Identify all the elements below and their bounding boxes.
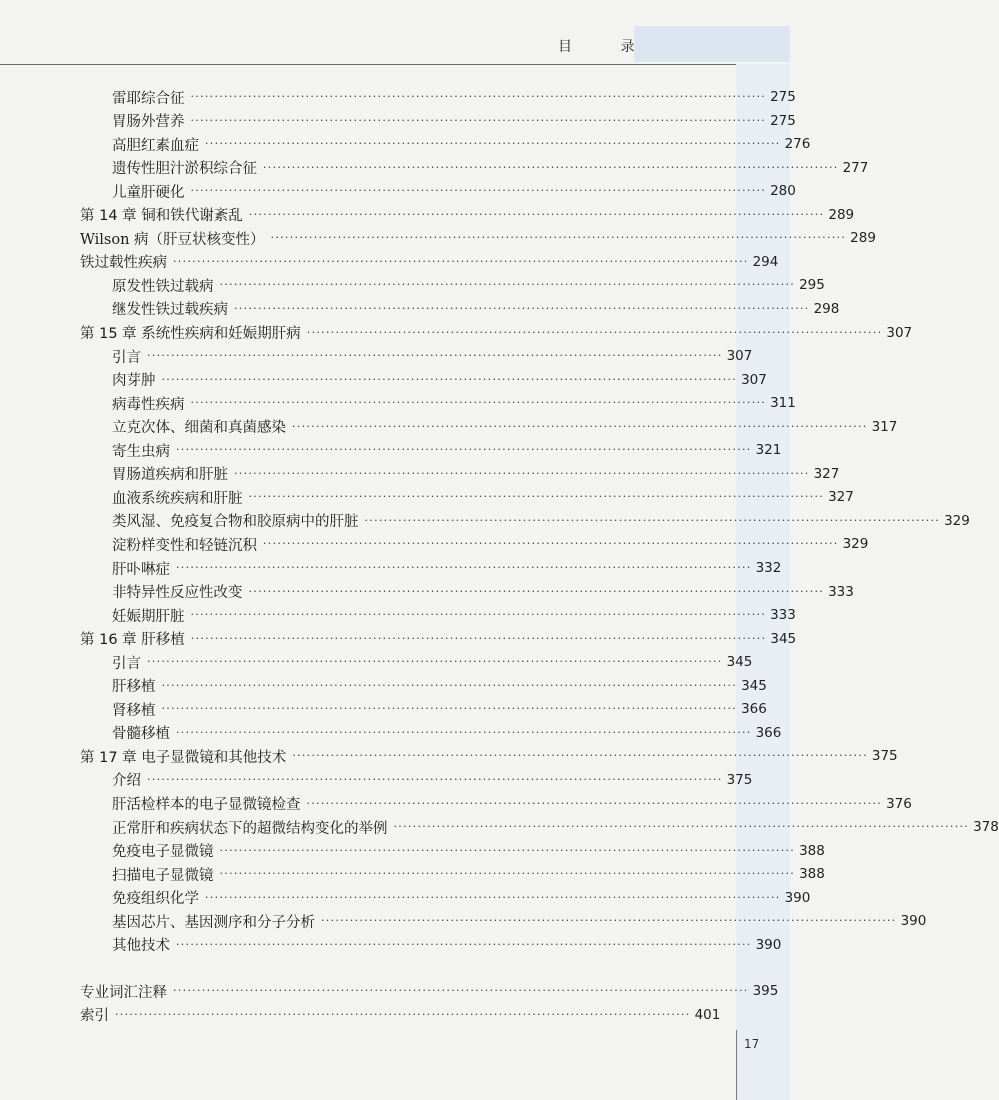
toc-entry-title: 免疫组织化学 bbox=[112, 891, 199, 908]
toc-entry-page: 307 bbox=[886, 324, 913, 341]
toc-section-entry bbox=[0, 698, 767, 720]
toc-section-entry bbox=[0, 274, 825, 296]
toc-entry-title: 寄生虫病 bbox=[112, 443, 170, 460]
toc-entry-page: 307 bbox=[726, 348, 753, 365]
toc-entry-title: 血液系统疾病和肝脏 bbox=[112, 490, 243, 507]
footer-separator bbox=[736, 1030, 737, 1100]
toc-entry-title: 免疫电子显微镜 bbox=[112, 844, 214, 861]
toc-section-entry bbox=[0, 227, 876, 249]
leader-dots: ························································································································ bbox=[190, 396, 767, 410]
toc-entry-page: 317 bbox=[871, 418, 898, 435]
page-number: 17 bbox=[744, 1037, 760, 1051]
leader-dots: ························································································································ bbox=[270, 231, 847, 245]
toc-section-entry bbox=[0, 604, 796, 626]
toc-entry-page: 295 bbox=[799, 277, 825, 294]
toc-entry-page: 401 bbox=[694, 1006, 721, 1023]
toc-chapter-entry bbox=[0, 204, 855, 226]
leader-dots: ························································································································ bbox=[190, 113, 767, 127]
toc-entry-page: 311 bbox=[770, 395, 796, 412]
toc-entry-page: 275 bbox=[770, 89, 796, 105]
toc-entry-page: 307 bbox=[741, 371, 767, 388]
toc-section-entry bbox=[0, 816, 999, 838]
toc-entry-page: 294 bbox=[752, 253, 779, 270]
toc-section-entry bbox=[0, 486, 854, 508]
toc-entry-page: 298 bbox=[813, 300, 840, 317]
toc-entry-title: 妊娠期肝脏 bbox=[112, 608, 185, 625]
toc-entry-page: 345 bbox=[770, 630, 797, 647]
leader-dots: ························································································································ bbox=[176, 937, 752, 951]
toc-section-entry bbox=[0, 369, 767, 391]
toc-section-entry bbox=[0, 651, 753, 673]
toc-entry-title: 扫描电子显微镜 bbox=[112, 867, 214, 884]
leader-dots: ························································································································ bbox=[234, 466, 810, 480]
toc-entry-title: 继发性铁过载疾病 bbox=[112, 302, 228, 319]
toc-section-entry bbox=[0, 157, 869, 179]
toc-section-entry bbox=[0, 86, 796, 108]
toc-entry-page: 375 bbox=[871, 748, 898, 765]
toc-appendix-entry bbox=[0, 980, 779, 1002]
toc-entry-page: 327 bbox=[813, 465, 840, 482]
toc-chapter-entry bbox=[0, 745, 898, 767]
toc-entry-page: 289 bbox=[850, 230, 876, 247]
toc-entry-title: 病毒性疾病 bbox=[112, 396, 185, 413]
toc-entry-page: 280 bbox=[770, 183, 796, 200]
toc-section-entry bbox=[0, 793, 912, 815]
toc-entry-page: 333 bbox=[770, 607, 796, 624]
toc-section-entry bbox=[0, 910, 927, 932]
toc-entry-title: 第 17 章 电子显微镜和其他技术 bbox=[80, 749, 287, 766]
toc-section-entry bbox=[0, 298, 840, 320]
toc-section-entry bbox=[0, 863, 825, 885]
toc-entry-title: 基因芯片、基因测序和分子分析 bbox=[112, 914, 315, 931]
toc-entry-title: 正常肝和疾病状态下的超微结构变化的举例 bbox=[112, 820, 388, 837]
toc-entry-title: 介绍 bbox=[112, 773, 141, 790]
toc-section-entry bbox=[0, 345, 753, 367]
leader-dots: ························································································································ bbox=[234, 301, 810, 315]
leader-dots: ························································································································ bbox=[190, 184, 767, 198]
toc-entry-page: 378 bbox=[973, 819, 999, 836]
toc-entry-title: 雷耶综合征 bbox=[112, 90, 185, 107]
leader-dots: ························································································································ bbox=[306, 796, 883, 810]
toc-entry-page: 276 bbox=[784, 136, 811, 153]
toc-chapter-entry bbox=[0, 628, 797, 650]
leader-dots: ························································································································ bbox=[173, 254, 749, 268]
toc-entry-page: 395 bbox=[752, 983, 779, 999]
leader-dots: ························································································································ bbox=[190, 608, 767, 622]
toc-section-entry bbox=[0, 180, 796, 202]
leader-dots: ························································································································ bbox=[205, 890, 781, 904]
toc-entry-title: 肝活检样本的电子显微镜检查 bbox=[112, 797, 301, 813]
toc-entry-title: 其他技术 bbox=[112, 938, 170, 955]
toc-entry-page: 332 bbox=[755, 560, 782, 576]
toc-section-entry bbox=[0, 416, 898, 438]
toc-entry-title: Wilson 病（肝豆状核变性） bbox=[80, 231, 265, 248]
leader-dots: ························································································································ bbox=[161, 678, 738, 692]
leader-dots: ························································································································ bbox=[219, 843, 796, 857]
toc-section-entry bbox=[0, 533, 869, 555]
leader-dots: ························································································································ bbox=[219, 867, 796, 881]
toc-entry-title: 第 16 章 肝移植 bbox=[80, 632, 185, 649]
toc-section-entry bbox=[0, 934, 782, 956]
leader-dots: ························································································································ bbox=[321, 914, 897, 928]
leader-dots: ························································································································ bbox=[115, 1007, 691, 1021]
header-color-band bbox=[634, 26, 790, 62]
toc-entry-title: 专业词汇注释 bbox=[80, 984, 167, 1001]
toc-entry-page: 289 bbox=[828, 206, 855, 223]
toc-appendix-entry bbox=[0, 1004, 721, 1026]
toc-chapter-entry bbox=[0, 322, 913, 344]
toc-section-entry bbox=[0, 133, 811, 155]
leader-dots: ························································································································ bbox=[205, 137, 781, 151]
toc-entry-title: 铁过载性疾病 bbox=[80, 255, 167, 272]
toc-entry-page: 329 bbox=[842, 536, 869, 553]
toc-entry-title: 高胆红素血症 bbox=[112, 137, 199, 154]
toc-section-entry bbox=[0, 439, 782, 461]
toc-section-entry bbox=[0, 463, 840, 485]
leader-dots: ························································································································ bbox=[176, 561, 752, 574]
toc-entry-page: 390 bbox=[900, 913, 927, 930]
leader-dots: ························································································································ bbox=[161, 702, 738, 716]
toc-section-entry bbox=[0, 722, 782, 744]
toc-entry-page: 275 bbox=[770, 112, 796, 129]
toc-entry-title: 引言 bbox=[112, 655, 141, 672]
leader-dots: ························································································································ bbox=[176, 443, 752, 457]
toc-section-entry bbox=[0, 110, 796, 132]
toc-entry-title: 骨髓移植 bbox=[112, 726, 170, 743]
toc-entry-title: 索引 bbox=[80, 1008, 109, 1024]
leader-dots: ························································································································ bbox=[161, 372, 738, 386]
leader-dots: ························································································································ bbox=[263, 160, 839, 174]
leader-dots: ························································································································ bbox=[147, 772, 723, 786]
toc-section-entry bbox=[0, 840, 825, 862]
leader-dots: ························································································································ bbox=[248, 490, 825, 504]
toc-entry-title: 遗传性胆汁淤积综合征 bbox=[112, 161, 257, 178]
leader-dots: ························································································································ bbox=[173, 984, 749, 997]
toc-entry-title: 肝卟啉症 bbox=[112, 561, 170, 578]
toc-entry-title: 原发性铁过载病 bbox=[112, 278, 214, 295]
toc-entry-title: 类风湿、免疫复合物和胶原病中的肝脏 bbox=[112, 514, 359, 531]
toc-entry-page: 388 bbox=[799, 842, 825, 859]
toc-entry-page: 321 bbox=[755, 442, 782, 459]
leader-dots: ························································································································ bbox=[248, 584, 825, 598]
toc-section-entry bbox=[0, 887, 811, 909]
toc-section-entry bbox=[0, 251, 779, 273]
toc-entry-title: 第 14 章 铜和铁代谢紊乱 bbox=[80, 208, 243, 225]
toc-entry-page: 333 bbox=[828, 583, 854, 600]
leader-dots: ························································································································ bbox=[292, 749, 868, 763]
leader-dots: ························································································································ bbox=[190, 631, 767, 645]
toc-entry-title: 非特异性反应性改变 bbox=[112, 585, 243, 602]
toc-entry-title: 肝移植 bbox=[112, 679, 156, 696]
leader-dots: ························································································································ bbox=[263, 537, 839, 551]
toc-entry-title: 立克次体、细菌和真菌感染 bbox=[112, 420, 286, 437]
toc-entry-page: 388 bbox=[799, 866, 825, 883]
toc-section-entry bbox=[0, 675, 767, 697]
toc-entry-title: 肾移植 bbox=[112, 702, 156, 719]
toc-entry-page: 366 bbox=[741, 701, 767, 718]
toc-entry-page: 390 bbox=[755, 936, 782, 953]
toc-section-entry bbox=[0, 557, 782, 579]
leader-dots: ························································································································ bbox=[292, 419, 868, 433]
toc-entry-page: 345 bbox=[726, 654, 753, 671]
toc-entry-page: 390 bbox=[784, 889, 811, 906]
leader-dots: ························································································································ bbox=[393, 820, 970, 834]
toc-entry-page: 366 bbox=[755, 724, 782, 741]
leader-dots: ························································································································ bbox=[190, 90, 767, 103]
toc-section-entry bbox=[0, 769, 753, 791]
toc-section-entry bbox=[0, 581, 854, 603]
toc-entry-page: 327 bbox=[828, 489, 854, 506]
toc-entry-page: 277 bbox=[842, 159, 869, 176]
leader-dots: ························································································································ bbox=[176, 725, 752, 739]
toc-entry-title: 儿童肝硬化 bbox=[112, 184, 185, 201]
toc-section-entry bbox=[0, 510, 970, 532]
toc-entry-page: 345 bbox=[741, 677, 767, 694]
leader-dots: ························································································································ bbox=[306, 325, 883, 339]
toc-entry-title: 淀粉样变性和轻链沉积 bbox=[112, 537, 257, 554]
toc-entry-title: 胃肠外营养 bbox=[112, 114, 185, 131]
toc-entry-title: 胃肠道疾病和肝脏 bbox=[112, 467, 228, 484]
toc-entry-page: 375 bbox=[726, 771, 753, 788]
toc-entry-title: 肉芽肿 bbox=[112, 373, 156, 390]
leader-dots: ························································································································ bbox=[147, 349, 723, 363]
toc-section-entry bbox=[0, 392, 796, 414]
toc-entry-page: 329 bbox=[944, 512, 970, 529]
leader-dots: ························································································································ bbox=[364, 513, 941, 527]
toc-entry-title: 第 15 章 系统性疾病和妊娠期肝病 bbox=[80, 326, 301, 342]
leader-dots: ························································································································ bbox=[219, 278, 796, 292]
leader-dots: ························································································································ bbox=[147, 655, 723, 669]
toc-entry-page: 376 bbox=[886, 795, 912, 812]
toc-entry-title: 引言 bbox=[112, 349, 141, 366]
section-header: 目 录 bbox=[558, 39, 657, 55]
leader-dots: ························································································································ bbox=[248, 207, 825, 221]
